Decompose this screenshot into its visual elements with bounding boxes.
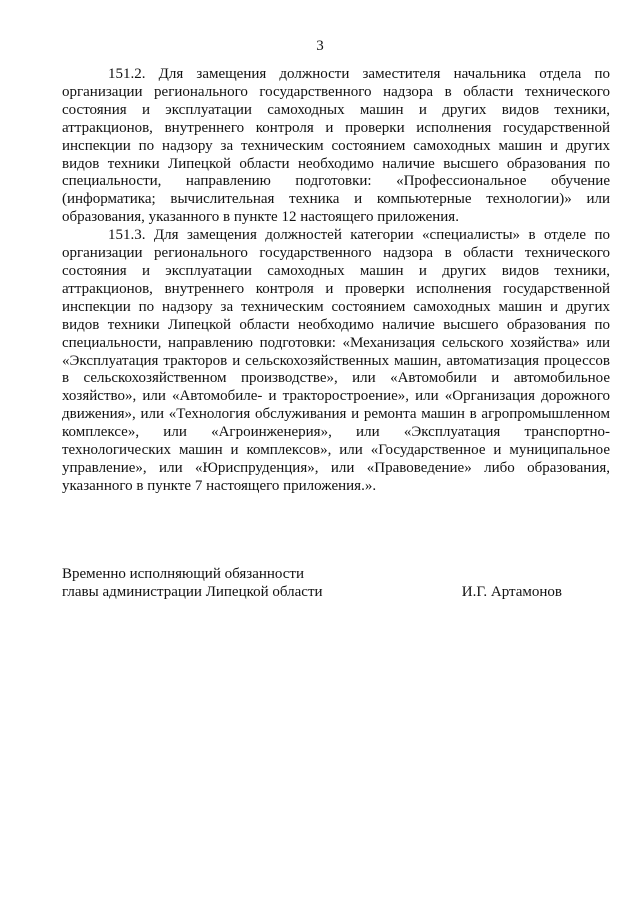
signature-block bbox=[62, 565, 610, 601]
signatory-position-line1: Временно исполняющий обязанности bbox=[62, 566, 305, 582]
paragraph-151-2: 151.2. Для замещения должности заместителя начальника отдела по организации регионального государственного надзора в области технического состояния и эксплуатации самоходных машин и других видов техники, аттракционов, внутреннего контроля и проверки исполнения государственной инспекции по надзору за техническим состоянием самоходных машин и других видов техники Липецкой области необходимо наличие высшего образования по специальности, направлению подготовки: «Профессиональное обучение (информатика; вычислительная техника и компьютерные технологии)» или образования, указанного в пункте 12 настоящего приложения. bbox=[62, 66, 610, 226]
paragraph-151-3: 151.3. Для замещения должностей категории «специалисты» в отделе по организации регионального государственного надзора в области технического состояния и эксплуатации самоходных машин и других видов техники, аттракционов, внутреннего контроля и проверки исполнения государственной инспекции по надзору за техническим состоянием самоходных машин и других видов техники Липецкой области необходимо наличие высшего образования по специальности, направлению подготовки: «Механизация сельского хозяйства» или «Эксплуатация тракторов и сельскохозяйственных машин, автоматизация процессов в сельскохозяйственном производстве», или «Автомобили и автомобильное хозяйство», или «Автомобиле- и тракторостроение», или «Организация дорожного движения», или «Технология обслуживания и ремонта машин в агропромышленном комплексе», или «Агроинженерия», или «Эксплуатация транспортно-технологических машин и комплексов», или «Государственное и муниципальное управление», или «Юриспруденция», или «Правоведение» либо образования, указанного в пункте 7 настоящего приложения.». bbox=[62, 227, 610, 494]
signature-row bbox=[62, 583, 610, 601]
signatory-position-line2: главы администрации Липецкой области bbox=[62, 584, 323, 600]
page-number: 3 bbox=[316, 38, 324, 54]
document-body bbox=[62, 66, 610, 496]
signatory-name: И.Г. Артамонов bbox=[461, 584, 562, 600]
